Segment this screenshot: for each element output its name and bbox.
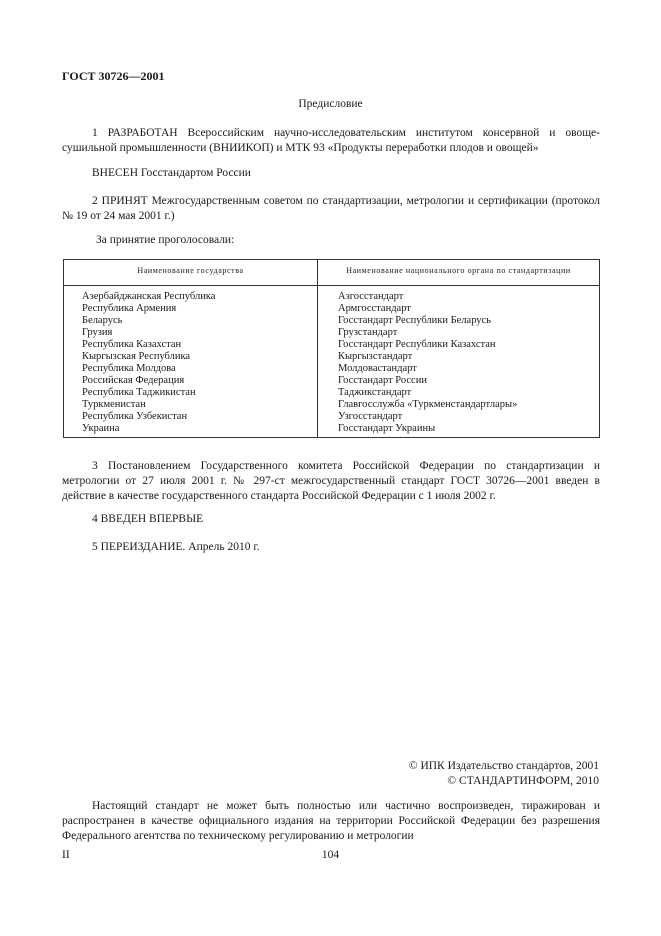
table-row-state: Грузия: [82, 327, 113, 338]
paragraph-developed: 1 РАЗРАБОТАН Всероссийским научно-исследовательским институтом консервной и овоще-сушильной промышленности (ВНИИКОП) и МТК 93 «Продукты переработки плодов и овощей»: [62, 127, 600, 154]
table-row-body: Узгосстандарт: [338, 411, 403, 422]
table-row-body: Молдовастандарт: [338, 363, 417, 374]
copyright-line-1: © ИПК Издательство стандартов, 2001: [408, 760, 599, 772]
header-state: Наименование государства: [137, 266, 244, 275]
standard-code: ГОСТ 30726—2001: [62, 69, 165, 83]
table-row-state: Беларусь: [82, 315, 123, 326]
paragraph-enacted: 3 Постановлением Государственного комитета Российской Федерации по стандартизации и метрологии от 27 июля 2001 г. № 297-ст межгосударственный стандарт ГОСТ 30726—2001 введен в действие в качестве государственного стандарта Российской Федерации с 1 июля 2002 г.: [62, 460, 600, 502]
table-row-body: Госстандарт Украины: [338, 423, 436, 434]
table-row-state: Республика Казахстан: [82, 339, 182, 350]
page-number: 104: [321, 849, 340, 861]
table-row-state: Российская Федерация: [82, 375, 185, 386]
table-row-state: Республика Таджикистан: [82, 387, 196, 398]
column-divider: [317, 260, 318, 437]
table-header: [64, 260, 599, 286]
reproduction-notice: Настоящий стандарт не может быть полностью или частично воспроизведен, тиражирован и распространен в качестве официального издания на территории Российской Федерации без разрешения Федерального агентства по техническому регулированию и метрологии: [62, 800, 600, 842]
table-row-body: Кыргызстандарт: [338, 351, 413, 362]
table-row-body: Главгосслужба «Туркменстандартлары»: [338, 399, 518, 410]
page-roman-numeral: II: [62, 849, 70, 861]
table-row-body: Грузстандарт: [338, 327, 398, 338]
table-row-state: Республика Армения: [82, 303, 177, 314]
voting-table: [63, 259, 600, 438]
table-row-body: Госстандарт России: [338, 375, 427, 386]
paragraph-introduced: ВНЕСЕН Госстандартом России: [92, 167, 251, 179]
paragraph-adopted: 2 ПРИНЯТ Межгосударственным советом по стандартизации, метрологии и сертификации (протокол № 19 от 24 мая 2001 г.): [62, 195, 600, 222]
table-row-body: Госстандарт Республики Беларусь: [338, 315, 492, 326]
table-row-body: Азгосстандарт: [338, 291, 404, 302]
vote-caption: За принятие проголосовали:: [96, 234, 235, 246]
table-row-body: Армгосстандарт: [338, 303, 411, 314]
table-row-state: Азербайджанская Республика: [82, 291, 216, 302]
table-row-state: Украина: [82, 423, 120, 434]
section-title: Предисловие: [298, 98, 363, 110]
table-row-state: Кыргызская Республика: [82, 351, 191, 362]
table-row-body: Госстандарт Республики Казахстан: [338, 339, 496, 350]
table-row-state: Туркменистан: [82, 399, 146, 410]
paragraph-first-introduced: 4 ВВЕДЕН ВПЕРВЫЕ: [92, 513, 204, 525]
paragraph-reissue: 5 ПЕРЕИЗДАНИЕ. Апрель 2010 г.: [92, 541, 260, 553]
header-standards-body: Наименование национального органа по стандартизации: [346, 266, 571, 275]
table-row-body: Таджикстандарт: [338, 387, 412, 398]
states-column: [82, 291, 215, 435]
bodies-column: [338, 291, 517, 435]
copyright-line-2: © СТАНДАРТИНФОРМ, 2010: [447, 775, 599, 787]
table-row-state: Республика Узбекистан: [82, 411, 188, 422]
table-row-state: Республика Молдова: [82, 363, 176, 374]
